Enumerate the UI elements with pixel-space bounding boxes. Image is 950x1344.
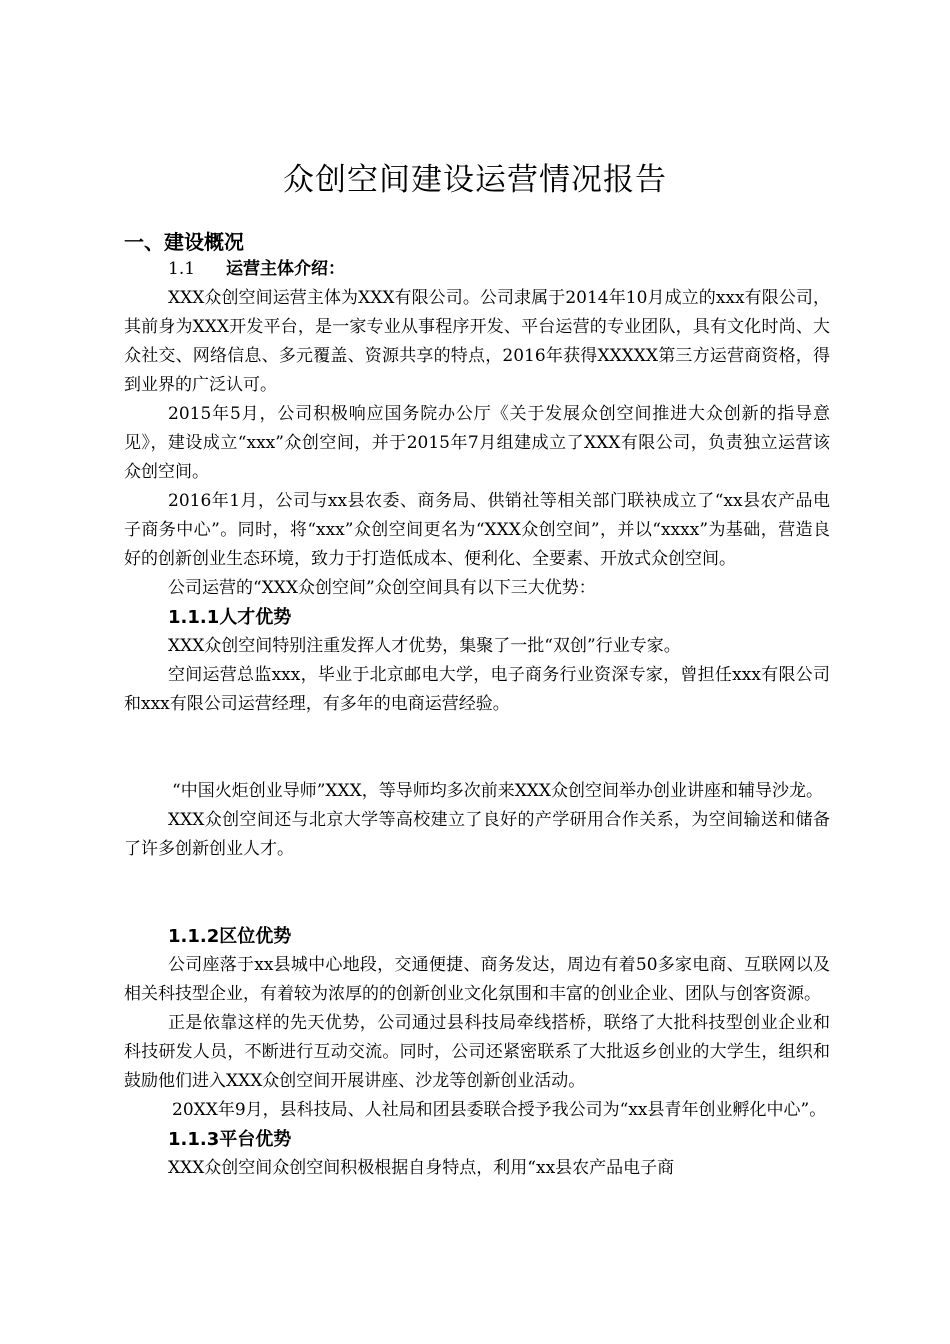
document-body: [124, 226, 830, 1183]
paragraph-location: 公司座落于xx县城中心地段，交通便捷、商务发达，周边有着50多家电商、互联网以及相关科技型企业，有着较为浓厚的的创新创业文化氛围和丰富的创业企业、团队与创客资源。: [124, 955, 830, 1004]
subsection-number: 1.1: [168, 259, 196, 279]
subsection-heading-location: 1.1.2区位优势: [168, 926, 292, 947]
paragraph-three-advantages: 公司运营的“XXX众创空间”众创空间具有以下三大优势：: [168, 578, 596, 598]
paragraph-founding-2015: 2015年5月，公司积极响应国务院办公厅《关于发展众创空间推进大众创新的指导意见》，建设成立“xxx”众创空间，并于2015年7月组建成立了XXX有限公司，负责独立运营该众创空间。: [124, 404, 830, 482]
paragraph-university-cooperation: XXX众创空间还与北京大学等高校建立了良好的产学研用合作关系，为空间输送和储备了许多创新创业人才。: [124, 810, 830, 859]
paragraph-talent-experts: XXX众创空间特别注重发挥人才优势，集聚了一批“双创”行业专家。: [168, 636, 681, 656]
paragraph-ecommerce-center-2016: 2016年1月，公司与xx县农委、商务局、供销社等相关部门联袂成立了“xx县农产品电子商务中心”。同时，将“xxx”众创空间更名为“XXX众创空间”，并以“xxxx”为基础，营造良好的创新创业生态环境，致力于打造低成本、便利化、全要素、开放式众创空间。: [124, 491, 830, 569]
paragraph-mentors: “中国火炬创业导师”XXX，等导师均多次前来XXX众创空间举办创业讲座和辅导沙龙。: [172, 781, 823, 801]
subsection-title: 运营主体介绍：: [226, 259, 345, 279]
subsection-heading-talent: 1.1.1人才优势: [168, 607, 292, 628]
paragraph-operator-intro: XXX众创空间运营主体为XXX有限公司。公司隶属于2014年10月成立的xxx有限公司，其前身为XXX开发平台，是一家专业从事程序开发、平台运营的专业团队，具有文化时尚、大众社交、网络信息、多元覆盖、资源共享的特点，2016年获得XXXXX第三方运营商资格，得到业界的广泛认可。: [124, 288, 830, 395]
subsection-heading-operator: [124, 255, 830, 284]
paragraph-operations-director: 空间运营总监xxx，毕业于北京邮电大学，电子商务行业资深专家，曾担任xxx有限公司和xxx有限公司运营经理，有多年的电商运营经验。: [124, 665, 830, 714]
paragraph-platform: XXX众创空间众创空间积极根据自身特点，利用“xx县农产品电子商: [168, 1158, 675, 1178]
section-heading-construction-overview: 一、建设概况: [124, 230, 244, 254]
document-title: 众创空间建设运营情况报告: [283, 162, 667, 198]
blank-space: [124, 719, 830, 777]
paragraph-incubation-center: 20XX年9月，县科技局、人社局和团县委联合授予我公司为“xx县青年创业孵化中心”。: [172, 1100, 827, 1120]
blank-space: [124, 864, 830, 922]
subsection-heading-platform: 1.1.3平台优势: [168, 1129, 292, 1150]
paragraph-innate-advantages: 正是依靠这样的先天优势，公司通过县科技局牵线搭桥，联络了大批科技型创业企业和科技研发人员，不断进行互动交流。同时，公司还紧密联系了大批返乡创业的大学生，组织和鼓励他们进入XXX众创空间开展讲座、沙龙等创新创业活动。: [124, 1013, 830, 1091]
